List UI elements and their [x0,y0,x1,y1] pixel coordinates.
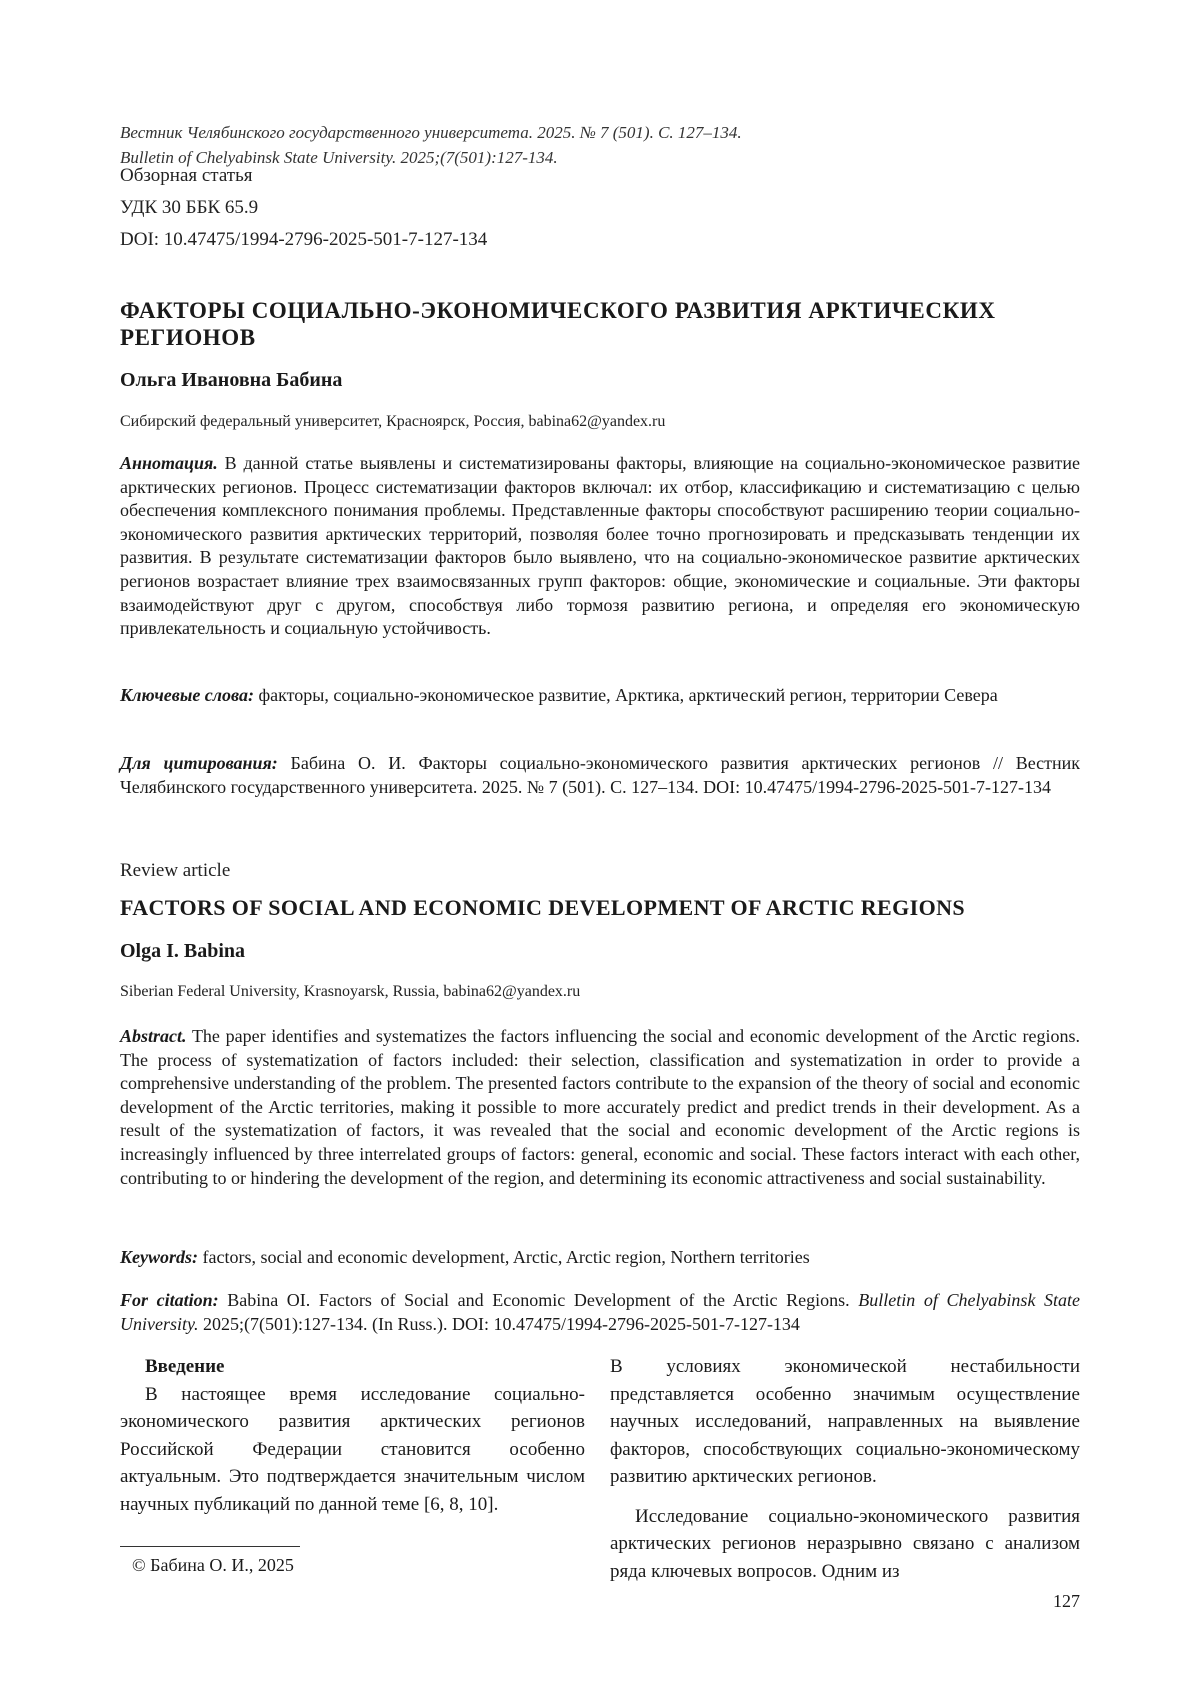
citation-text-en-1: Babina OI. Factors of Social and Economic Development of the Arctic Regions. [227,1290,850,1310]
keywords-label-ru: Ключевые слова: [120,685,254,705]
author-en: Olga I. Babina [120,940,246,962]
intro-heading: Введение [145,1356,225,1377]
abstract-label-en: Abstract. [120,1026,187,1046]
abstract-text-en: The paper identifies and systematizes the factors influencing the social and economic development of the Arctic regions. The process of systematization of factors included: their selection, classification and systematization in order to provide a comprehensive understanding of the problem. The presented factors contribute to the expansion of the theory of social and economic development of the Arctic territories, making it possible to more accurately predict and predict trends in their development. As a result of the systematization of factors, it was revealed that the social and economic development of the Arctic regions is increasingly influenced by three interrelated groups of factors: general, economic and social. These factors interact with each other, contributing to or hindering the development of the region, and determining its economic attractiveness and social sustainability. [120,1026,1080,1188]
abstract-ru [120,452,1080,641]
body-column-left [120,1353,585,1518]
citation-journal-en: Bulletin of Chelyabinsk State University. [120,1290,1081,1334]
abstract-en [120,1025,1080,1190]
keywords-text-en: factors, social and economic development, Arctic, Arctic region, Northern territories [202,1247,810,1267]
body-paragraph: В настоящее время исследование социально-экономического развития арктических регионов Российской Федерации становится особенно актуальным. Это подтверждается значительным числом научных публикаций по данной теме [6, 8, 10]. [120,1383,585,1515]
citation-en [120,1289,1080,1336]
doi-ru: DOI: 10.47475/1994-2796-2025-501-7-127-134 [120,229,488,250]
article-type-en: Review article [120,860,231,881]
title-ru: ФАКТОРЫ СОЦИАЛЬНО-ЭКОНОМИЧЕСКОГО РАЗВИТИЯ АРКТИЧЕСКИХ РЕГИОНОВ [120,298,996,350]
citation-label-ru: Для цитирования: [120,753,278,773]
title-en: FACTORS OF SOCIAL AND ECONOMIC DEVELOPMENT OF ARCTIC REGIONS [120,895,966,920]
affiliation-ru: Сибирский федеральный университет, Красноярск, Россия, babina62@yandex.ru [120,413,666,430]
journal-line-en: Bulletin of Chelyabinsk State University. 2025;(7(501):127-134. [120,148,558,167]
copyright-note: © Бабина О. И., 2025 [132,1555,294,1575]
body-paragraph: В условиях экономической нестабильности представляется особенно значимым осуществление научных исследований, направленных на выявление факторов, способствующих социально-экономическому развитию арктических регионов. [610,1356,1080,1487]
keywords-en [120,1246,1080,1270]
journal-header [120,120,742,170]
udk-code: УДК 30 ББК 65.9 [120,197,259,218]
citation-text-en-2: 2025;(7(501):127-134. (In Russ.). DOI: 10.47475/1994-2796-2025-501-7-127-134 [203,1313,800,1334]
keywords-text-ru: факторы, социально-экономическое развитие, Арктика, арктический регион, территории Севера [258,685,998,705]
journal-line-ru: Вестник Челябинского государственного университета. 2025. № 7 (501). С. 127–134. [120,123,742,142]
affiliation-en: Siberian Federal University, Krasnoyarsk, Russia, babina62@yandex.ru [120,983,581,1000]
keywords-label-en: Keywords: [120,1247,198,1267]
body-paragraph: Исследование социально-экономического развития арктических регионов неразрывно связано с анализом ряда ключевых вопросов. Одним из [610,1505,1080,1582]
citation-ru [120,752,1080,799]
body-column-right [610,1353,1080,1585]
abstract-text-ru: В данной статье выявлены и систематизированы факторы, влияющие на социально-экономическое развитие арктических регионов. Процесс систематизации факторов включал: их отбор, классификацию и систематизацию с целью обеспечения комплексного понимания проблемы. Представленные факторы способствуют расширению теории социально-экономического развития арктических территорий, позволяя более точно прогнозировать и предсказывать тенденции их развития. В результате систематизации факторов было выявлено, что на социально-экономическое развитие арктических регионов возрастает влияние трех взаимосвязанных групп факторов: общие, экономические и социальные. Эти факторы взаимодействуют друг с другом, способствуя либо тормозя развитию региона, и определяя его экономическую привлекательность и социальную устойчивость. [120,453,1081,639]
abstract-label-ru: Аннотация. [120,453,218,473]
keywords-ru [120,684,1080,708]
author-ru: Ольга Ивановна Бабина [120,369,343,391]
article-page [120,0,1080,1697]
footnote-divider [120,1546,300,1547]
page-number: 127 [1053,1591,1080,1611]
citation-text-ru: Бабина О. И. Факторы социально-экономического развития арктических регионов // Вестник Челябинского государственного университета. 2025. № 7 (501). С. 127–134. DOI: 10.47475/1994-2796-2025-501-7-127-134 [120,753,1081,797]
citation-label-en: For citation: [120,1290,219,1310]
article-type-ru: Обзорная статья [120,165,253,186]
